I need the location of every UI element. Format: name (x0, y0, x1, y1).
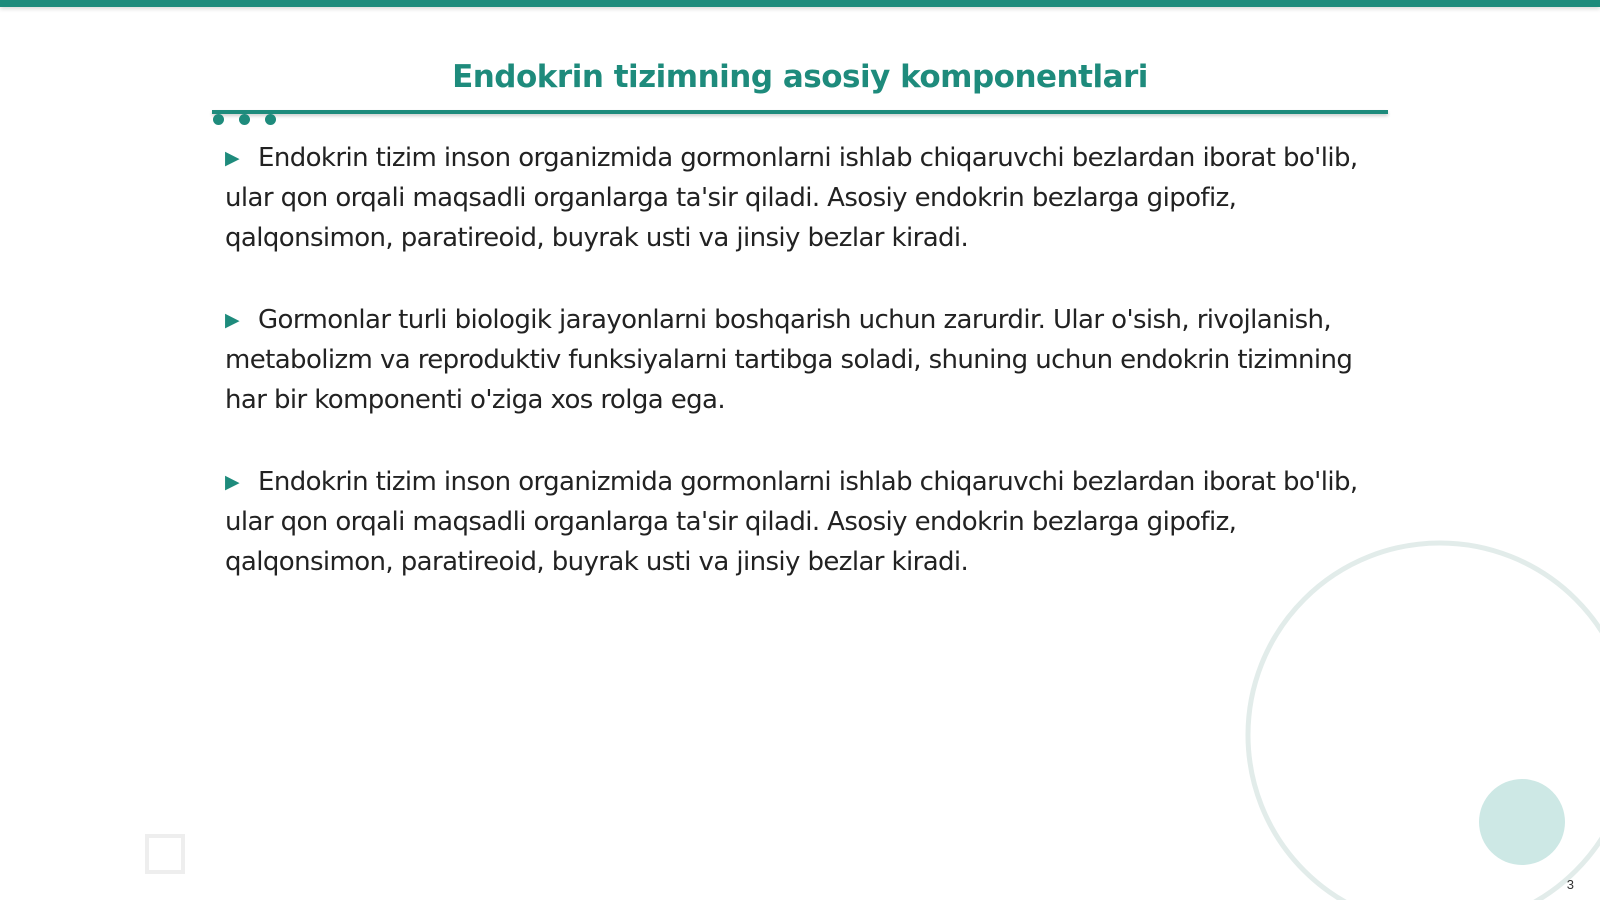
bullet-item (225, 462, 1375, 582)
bullet-text: Endokrin tizim inson organizmida gormonlarni ishlab chiqaruvchi bezlardan iborat bo'lib, ular qon orqali maqsadli organlarga ta'sir qiladi. Asosiy endokrin bezlarga gipofiz, qalqonsimon, paratireoid, buyrak usti va jinsiy bezlar kiradi. (225, 467, 1358, 577)
decorative-disc (1479, 779, 1565, 865)
triangle-bullet-icon: ▶ (225, 471, 240, 493)
bullet-item (225, 300, 1375, 420)
slide-title: Endokrin tizimning asosiy komponentlari (452, 59, 1148, 95)
underline-dot (213, 114, 224, 125)
underline-dot (265, 114, 276, 125)
bullet-text: Gormonlar turli biologik jarayonlarni boshqarish uchun zarurdir. Ular o'sish, rivojlanish, metabolizm va reproduktiv funksiyalarni tartibga soladi, shuning uchun endokrin tizimning har bir komponenti o'ziga xos rolga ega. (225, 305, 1353, 415)
page-number: 3 (1566, 877, 1574, 892)
decorative-square (147, 836, 183, 872)
top-accent-bar (0, 0, 1600, 7)
bullet-item (225, 138, 1375, 258)
bullet-list (225, 138, 1375, 624)
bullet-text: Endokrin tizim inson organizmida gormonlarni ishlab chiqaruvchi bezlardan iborat bo'lib, ular qon orqali maqsadli organlarga ta'sir qiladi. Asosiy endokrin bezlarga gipofiz, qalqonsimon, paratireoid, buyrak usti va jinsiy bezlar kiradi. (225, 143, 1358, 253)
triangle-bullet-icon: ▶ (225, 309, 240, 331)
triangle-bullet-icon: ▶ (225, 147, 240, 169)
underline-dot (239, 114, 250, 125)
title-underline (212, 110, 1388, 114)
